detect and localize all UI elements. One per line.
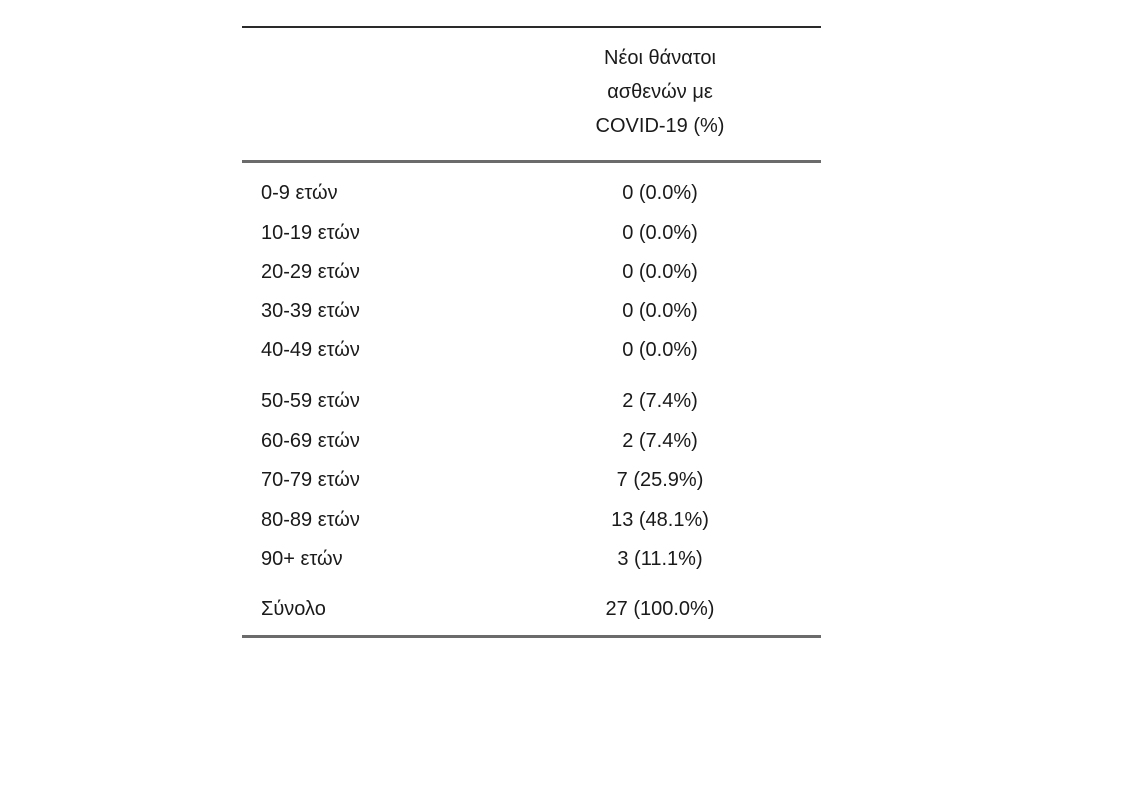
deaths-value: 7 (25.9%) bbox=[616, 469, 704, 491]
table-row bbox=[242, 500, 821, 540]
table-body bbox=[242, 163, 821, 635]
deaths-value: 13 (48.1%) bbox=[611, 509, 709, 531]
deaths-value: 3 (11.1%) bbox=[617, 548, 703, 570]
deaths-value: 0 (0.0%) bbox=[622, 222, 698, 244]
table-row bbox=[242, 460, 821, 500]
age-group-label: 10-19 ετών bbox=[261, 222, 360, 244]
total-value: 27 (100.0%) bbox=[605, 598, 715, 620]
table-row bbox=[242, 539, 821, 579]
value-column-header bbox=[552, 41, 768, 143]
table-header bbox=[242, 28, 821, 160]
deaths-value: 0 (0.0%) bbox=[622, 339, 698, 361]
age-group-label: 20-29 ετών bbox=[261, 261, 360, 283]
deaths-value: 2 (7.4%) bbox=[622, 390, 698, 412]
table-row bbox=[242, 213, 821, 253]
value-column-header-line: ασθενών με bbox=[607, 81, 713, 103]
table-row bbox=[242, 173, 821, 213]
age-group-label: 90+ ετών bbox=[261, 548, 343, 570]
total-row bbox=[242, 589, 821, 629]
table-row bbox=[242, 381, 821, 421]
deaths-by-age-table bbox=[242, 26, 821, 638]
value-column-header-line: Νέοι θάνατοι bbox=[604, 47, 716, 69]
age-group-label: 40-49 ετών bbox=[261, 339, 360, 361]
deaths-value: 0 (0.0%) bbox=[622, 261, 698, 283]
total-label: Σύνολο bbox=[261, 598, 326, 620]
table-row bbox=[242, 291, 821, 331]
table-bottom-rule bbox=[242, 635, 821, 638]
age-group-label: 30-39 ετών bbox=[261, 300, 360, 322]
table-row bbox=[242, 330, 821, 370]
deaths-value: 0 (0.0%) bbox=[622, 182, 698, 204]
age-group-label: 0-9 ετών bbox=[261, 182, 338, 204]
age-group-label: 80-89 ετών bbox=[261, 509, 360, 531]
age-group-label: 50-59 ετών bbox=[261, 390, 360, 412]
table-row bbox=[242, 421, 821, 461]
age-group-label: 70-79 ετών bbox=[261, 469, 360, 491]
deaths-value: 0 (0.0%) bbox=[622, 300, 698, 322]
deaths-value: 2 (7.4%) bbox=[622, 430, 698, 452]
age-group-label: 60-69 ετών bbox=[261, 430, 360, 452]
value-column-header-line: COVID-19 (%) bbox=[595, 115, 725, 137]
table-row bbox=[242, 252, 821, 292]
